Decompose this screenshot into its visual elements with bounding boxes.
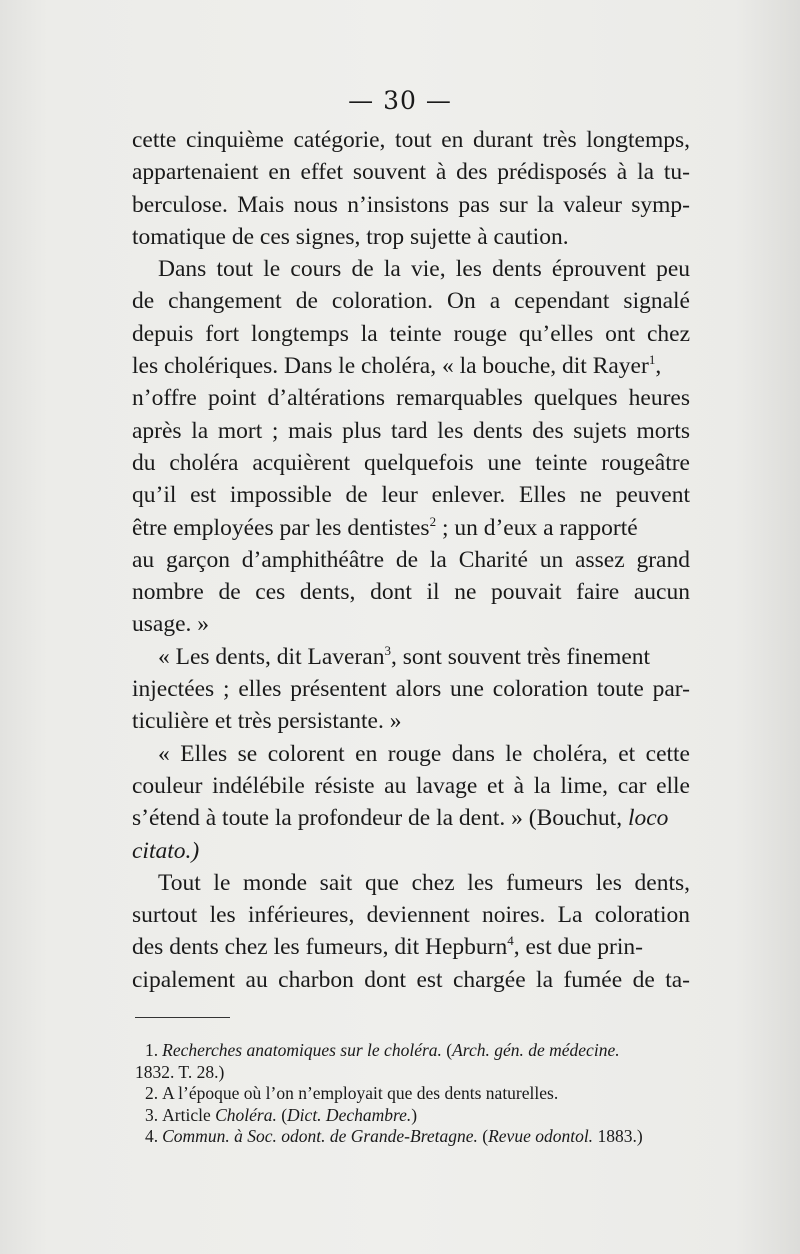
italic-fragment: Arch. gén. de médecine. bbox=[452, 1040, 620, 1060]
text-line: nombre de ces dents, dont il ne pouvait faire aucun bbox=[132, 579, 690, 606]
page-number: — 30 — bbox=[348, 86, 452, 115]
footnote-ref: 3 bbox=[384, 642, 391, 658]
text-line: « Elles se colorent en rouge dans le choléra, et cette bbox=[158, 740, 690, 767]
text-line: au garçon d’amphithéâtre de la Charité un assez grand bbox=[132, 546, 690, 573]
italic-fragment: Commun. à Soc. odont. de Grande-Bretagne. bbox=[162, 1126, 478, 1146]
text-fragment: être employées par les dentistes bbox=[132, 514, 430, 541]
text-line: tomatique de ces signes, trop sujette à caution. bbox=[132, 223, 569, 250]
text-fragment: , bbox=[655, 353, 662, 380]
text-fragment: ( bbox=[477, 1126, 489, 1146]
body-text bbox=[132, 124, 690, 996]
footnote-ref: 2 bbox=[429, 513, 437, 529]
text-line: Tout le monde sait que chez les fumeurs les dents, bbox=[158, 869, 690, 896]
footnote-2 bbox=[145, 1083, 705, 1105]
footnotes bbox=[135, 1040, 705, 1148]
text-fragment: ( bbox=[276, 1104, 288, 1125]
text-line: du choléra acquièrent quelquefois une teinte rougeâtre bbox=[132, 449, 690, 476]
footnote-4 bbox=[145, 1126, 705, 1148]
text-line: surtout les inférieures, deviennent noires. La coloration bbox=[132, 902, 690, 929]
footnote-3 bbox=[145, 1105, 705, 1127]
text-line: cipalement au charbon dont est chargée la fumée de ta- bbox=[132, 966, 690, 993]
text-fragment: s’étend à toute la profondeur de la dent. » (Bouchut, bbox=[132, 805, 623, 832]
text-line: cette cinquième catégorie, tout en durant très longtemps, bbox=[132, 127, 690, 153]
text-line: de changement de coloration. On a cependant signalé bbox=[132, 288, 690, 315]
text-fragment: ) bbox=[411, 1104, 418, 1125]
text-fragment: 1883.) bbox=[593, 1126, 643, 1146]
text-line: usage. » bbox=[132, 611, 210, 638]
text-fragment: A l’époque où l’on n’employait que des dents naturelles. bbox=[162, 1083, 559, 1103]
text-fragment: Article bbox=[162, 1104, 216, 1125]
text-line: ticulière et très persistante. » bbox=[132, 708, 402, 735]
footnote-rule bbox=[135, 1017, 230, 1018]
text-fragment: des dents chez les fumeurs, dit Hepburn bbox=[132, 934, 508, 961]
italic-fragment: Revue odontol. bbox=[488, 1126, 594, 1146]
text-line: appartenaient en effet souvent à des prédisposés à la tu- bbox=[132, 159, 690, 186]
text-fragment: , est due prin- bbox=[513, 934, 643, 961]
footnote-number: 2. bbox=[145, 1083, 159, 1103]
italic-fragment: Dict. Dechambre. bbox=[287, 1104, 412, 1125]
text-line: depuis fort longtemps la teinte rouge qu’elles ont chez bbox=[132, 320, 690, 347]
text-line: injectées ; elles présentent alors une coloration toute par- bbox=[132, 676, 690, 703]
text-line: n’offre point d’altérations remarquables quelques heures bbox=[132, 385, 690, 412]
text-fragment: , sont souvent très finement bbox=[390, 643, 651, 670]
footnote-number: 3. bbox=[145, 1104, 159, 1125]
italic-fragment: loco bbox=[627, 805, 669, 832]
footnote-ref: 4 bbox=[507, 933, 514, 949]
text-line bbox=[132, 802, 690, 834]
text-fragment: les cholériques. Dans le choléra, « la bouche, dit Rayer bbox=[132, 353, 649, 380]
text-line bbox=[132, 512, 690, 544]
text-line bbox=[132, 931, 690, 963]
footnote-ref: 1 bbox=[648, 352, 656, 368]
text-fragment: ; un d’eux a rapporté bbox=[436, 514, 638, 541]
footnote-1-continued: 1832. T. 28.) bbox=[135, 1061, 225, 1082]
italic-fragment: Choléra. bbox=[215, 1104, 277, 1125]
italic-fragment: citato.) bbox=[132, 837, 200, 864]
footnote-1 bbox=[145, 1040, 705, 1062]
text-line: qu’il est impossible de leur enlever. Elles ne peuvent bbox=[132, 482, 690, 509]
text-line bbox=[132, 350, 690, 382]
footnote-number: 1. bbox=[145, 1040, 159, 1060]
text-line: après la mort ; mais plus tard les dents des sujets morts bbox=[132, 417, 690, 444]
text-fragment: « Les dents, dit Laveran bbox=[158, 643, 385, 670]
text-line bbox=[132, 835, 690, 867]
text-fragment: ( bbox=[441, 1040, 453, 1060]
text-line: Dans tout le cours de la vie, les dents éprouvent peu bbox=[158, 256, 690, 283]
text-line: couleur indélébile résiste au lavage et à la lime, car elle bbox=[132, 772, 690, 799]
text-line bbox=[132, 641, 690, 673]
footnote-number: 4. bbox=[145, 1126, 159, 1146]
italic-fragment: Recherches anatomiques sur le choléra. bbox=[162, 1040, 442, 1060]
text-line: berculose. Mais nous n’insistons pas sur la valeur symp- bbox=[132, 191, 690, 218]
